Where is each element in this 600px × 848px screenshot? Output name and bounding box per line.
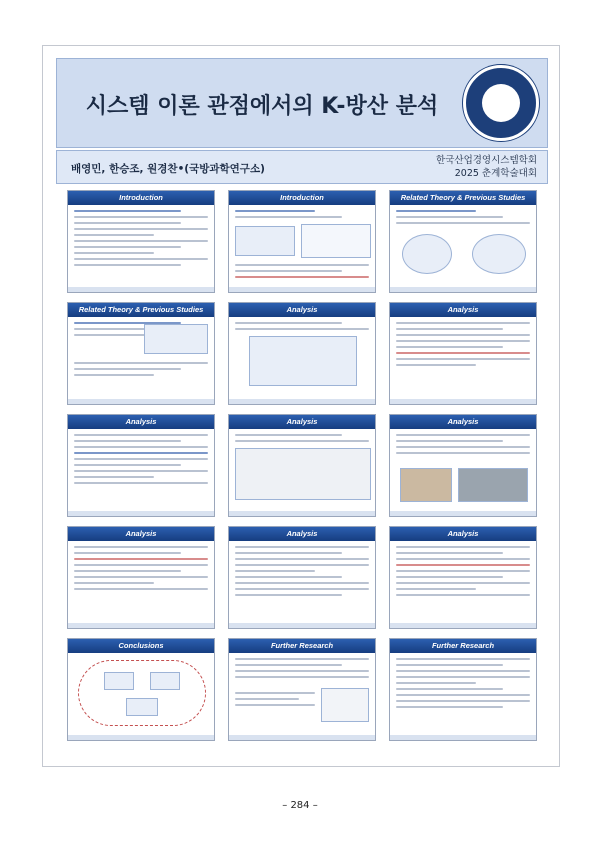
slide-thumbnail <box>228 638 376 741</box>
author-strip <box>56 150 548 184</box>
slide-title: Further Research <box>390 639 536 653</box>
slide-title: Analysis <box>229 303 375 317</box>
slide-thumbnail <box>67 638 215 741</box>
slide-title: Related Theory & Previous Studies <box>390 191 536 205</box>
slide-title: Related Theory & Previous Studies <box>68 303 214 317</box>
slide-thumbnail <box>228 414 376 517</box>
paper-title: 시스템 이론 관점에서의 K-방산 분석 <box>85 94 439 119</box>
slide-thumbnail <box>389 302 537 405</box>
slide-thumbnail <box>228 526 376 629</box>
slide-title: Conclusions <box>68 639 214 653</box>
slide-thumbnail <box>228 190 376 293</box>
society-seal-icon <box>463 65 539 141</box>
slide-title: Introduction <box>68 191 214 205</box>
slide-thumbnail <box>228 302 376 405</box>
title-banner <box>56 58 548 148</box>
slide-thumbnail <box>389 414 537 517</box>
conference-name: 2025 춘계학술대회 <box>454 168 537 179</box>
slide-title: Analysis <box>229 415 375 429</box>
slide-thumbnail <box>389 526 537 629</box>
slide-title: Introduction <box>229 191 375 205</box>
conference-info <box>436 154 537 180</box>
slide-thumbnail <box>389 638 537 741</box>
slide-title: Further Research <box>229 639 375 653</box>
slide-thumbnail <box>389 190 537 293</box>
society-name: 한국산업경영시스템학회 <box>436 155 537 166</box>
page-number: – 284 – <box>282 800 318 811</box>
slide-title: Analysis <box>229 527 375 541</box>
seal-center <box>482 84 520 122</box>
slide-title: Analysis <box>390 527 536 541</box>
slide-thumbnail <box>67 526 215 629</box>
slide-title: Analysis <box>68 527 214 541</box>
slide-title: Analysis <box>390 415 536 429</box>
page-sheet <box>42 45 560 767</box>
author-list: 배영민, 한승조, 원경찬•(국방과학연구소) <box>71 163 265 175</box>
slide-grid <box>67 190 541 741</box>
slide-title: Analysis <box>390 303 536 317</box>
slide-thumbnail <box>67 190 215 293</box>
slide-thumbnail <box>67 414 215 517</box>
slide-thumbnail <box>67 302 215 405</box>
slide-title: Analysis <box>68 415 214 429</box>
